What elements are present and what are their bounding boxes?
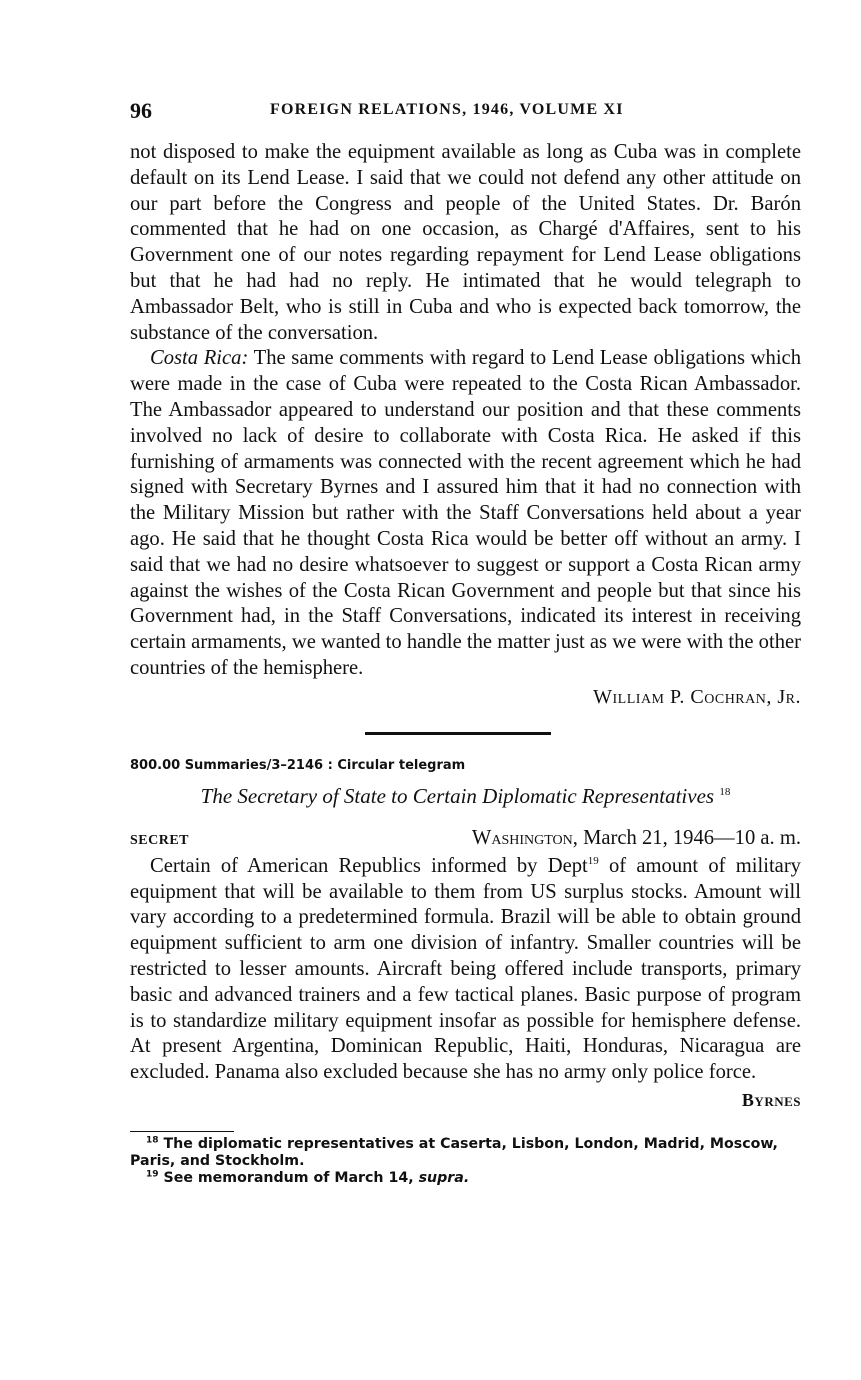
file-reference: 800.00 Summaries/3–2146 : Circular telegram (130, 757, 466, 773)
footnote-ref-19: 19 (587, 854, 599, 867)
classification-marking: SECRET (130, 832, 190, 848)
footnote-rule (130, 1131, 234, 1133)
footnote-18 (130, 1136, 801, 1170)
place: Washington, (471, 826, 578, 849)
section-divider (365, 732, 551, 735)
footnote-number: 19 (146, 1169, 159, 1180)
footnote-ref-18: 18 (719, 785, 731, 798)
memo-paragraph-2-text: The same comments with regard to Lend Lease obligations which were made in the case of Cuba were repeated to the Costa Rican Ambassador. The Ambassador appeared to understand our position and that these comments involved no lack of desire to collaborate with Costa Rica. He asked if this furnishing of armaments was connected with the recent agreement which he had signed with Secretary Byrnes and I assured him that it had no connection with the Military Mission but rather with the Staff Conversations held about a year ago. He said that he thought Costa Rica would be better off without an army. I said that we had no desire whatsoever to suggest or support a Costa Rican army against the wishes of the Costa Rican Government and people but that since his Government had, in the Staff Conversations, indicated its interest in receiving certain armaments, we wanted to handle the matter just as we were with the other countries of the hemisphere. (130, 347, 801, 679)
date: March 21, 1946—10 a. m. (583, 826, 801, 849)
dateline (130, 827, 801, 850)
telegram-sender: Byrnes (741, 1089, 801, 1110)
document-title-text: The Secretary of State to Certain Diplomatic Representatives (200, 783, 715, 808)
country-label: Costa Rica: (150, 347, 249, 370)
footnote-text: The diplomatic representatives at Caserta, Lisbon, London, Madrid, Moscow, Paris, and Stockholm. (130, 1136, 778, 1170)
running-header (130, 96, 801, 126)
footnotes (130, 1136, 801, 1187)
running-title: FOREIGN RELATIONS, 1946, VOLUME XI (270, 101, 624, 118)
document-page (130, 96, 801, 1187)
footnote-italic-text: supra. (418, 1170, 470, 1187)
footnote-19 (130, 1170, 801, 1187)
footnote-number: 18 (146, 1135, 159, 1146)
footnote-text: See memorandum of March 14, (163, 1170, 414, 1187)
memo-paragraph-2 (130, 346, 801, 681)
telegram-text-part-1: Certain of American Republics informed by Dept (150, 854, 588, 877)
memo-signature: William P. Cochran, Jr. (593, 685, 801, 708)
document-title (130, 784, 801, 809)
place-date (472, 827, 801, 850)
memo-paragraph-1: not disposed to make the equipment available as long as Cuba was in complete default on its Lend Lease. I said that we could not defend any other attitude on our part before the Congress and people of the United States. Dr. Barón commented that he had on one occasion, as Chargé d'Affaires, sent to his Government one of our notes regarding repayment for Lend Lease obligations but that he had had no reply. He intimated that he would telegraph to Ambassador Belt, who is still in Cuba and who is expected back tomorrow, the substance of the conversation. (130, 141, 801, 344)
telegram-text (130, 854, 801, 1086)
telegram-text-part-2: of amount of military equipment that will be available to them from US surplus stocks. Amount will vary according to a predetermined formula. Brazil will be able to obtain ground equipment sufficient to arm one division of infantry. Smaller countries will be restricted to lesser amounts. Aircraft being offered include transports, primary basic and advanced trainers and a few tactical planes. Basic purpose of program is to standardize military equipment insofar as possible for hemisphere defense. At present Argentina, Dominican Republic, Haiti, Honduras, Nicaragua are excluded. Panama also excluded because she has no army only police force. (130, 854, 801, 1084)
page-number: 96 (130, 98, 152, 123)
